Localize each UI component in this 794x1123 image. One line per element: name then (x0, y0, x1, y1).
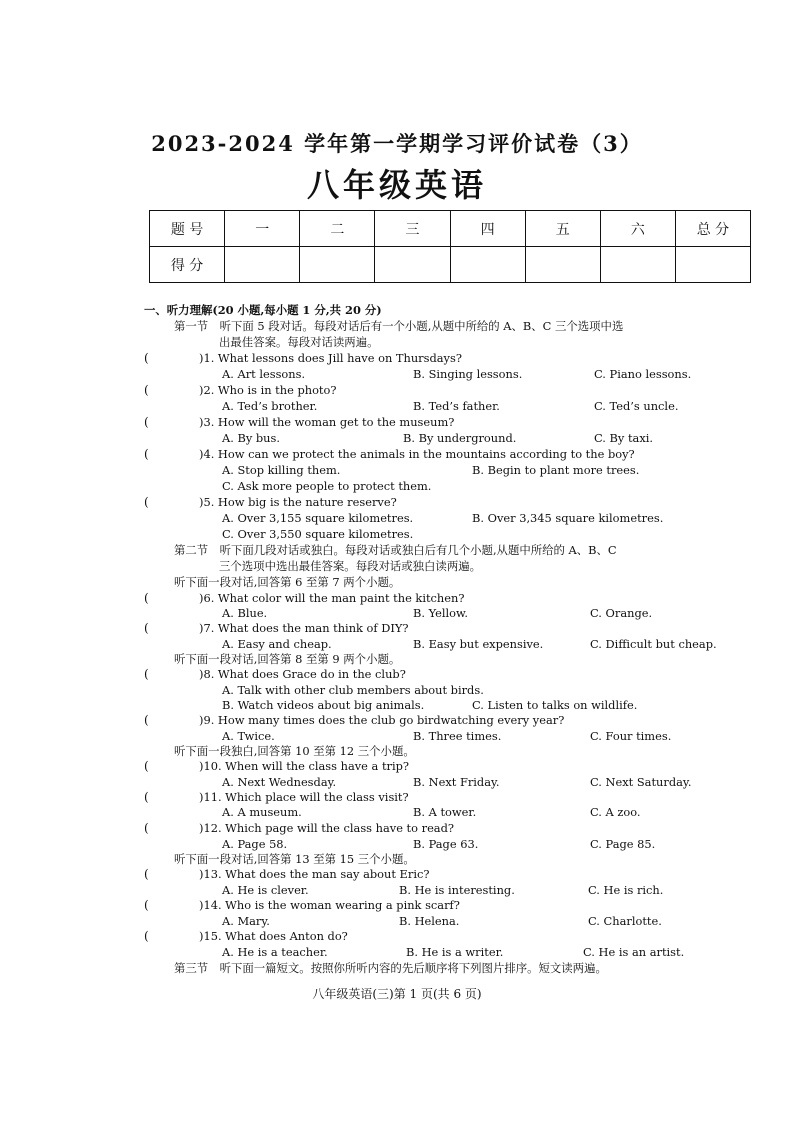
answer-blank[interactable]: ( (144, 713, 149, 727)
question-stem: )1. What lessons does Jill have on Thursdays? (199, 351, 462, 365)
score-cell-3: 三 (375, 211, 450, 247)
option-b: B. Watch videos about big animals. (222, 698, 425, 712)
intro-q13-15: 听下面一段对话,回答第 13 至第 15 三个小题。 (174, 852, 415, 866)
score-input-cell[interactable] (300, 247, 375, 283)
option-b: B. Helena. (399, 914, 460, 928)
intro-q8-9: 听下面一段对话,回答第 8 至第 9 两个小题。 (174, 652, 401, 666)
question-stem: )7. What does the man think of DIY? (199, 621, 409, 635)
option-c: C. He is an artist. (583, 945, 685, 959)
score-input-cell[interactable] (525, 247, 600, 283)
option-a: A. Mary. (222, 914, 270, 928)
option-a: A. Page 58. (222, 837, 288, 851)
option-a: A. Art lessons. (222, 367, 306, 381)
option-c: C. Difficult but cheap. (590, 637, 717, 651)
option-b: B. Easy but expensive. (413, 637, 544, 651)
score-input-cell[interactable] (375, 247, 450, 283)
score-input-cell[interactable] (675, 247, 750, 283)
answer-blank[interactable]: ( (144, 667, 149, 681)
score-input-cell[interactable] (225, 247, 300, 283)
question-stem: )13. What does the man say about Eric? (199, 867, 430, 881)
option-a: A. Over 3,155 square kilometres. (222, 511, 414, 525)
answer-blank[interactable]: ( (144, 383, 149, 397)
intro-q6-7: 听下面一段对话,回答第 6 至第 7 两个小题。 (174, 575, 401, 589)
option-a: A. By bus. (222, 431, 280, 445)
option-a: A. He is a teacher. (222, 945, 328, 959)
option-b: B. Page 63. (413, 837, 479, 851)
option-a: A. Next Wednesday. (222, 775, 337, 789)
part1-instruction-cont: 出最佳答案。每段对话读两遍。 (219, 335, 379, 349)
page-footer: 八年级英语(三)第 1 页(共 6 页) (312, 987, 482, 1001)
option-c: C. Ask more people to protect them. (222, 479, 432, 493)
score-cell-5: 五 (525, 211, 600, 247)
option-c: C. Four times. (590, 729, 672, 743)
intro-q10-12: 听下面一段独白,回答第 10 至第 12 三个小题。 (174, 744, 415, 758)
answer-blank[interactable]: ( (144, 821, 149, 835)
score-table-score-row (150, 247, 751, 283)
option-b: B. Next Friday. (413, 775, 500, 789)
answer-blank[interactable]: ( (144, 351, 149, 365)
option-a: A. Ted’s brother. (222, 399, 318, 413)
option-b: B. Begin to plant more trees. (472, 463, 640, 477)
option-c: C. Ted’s uncle. (594, 399, 679, 413)
score-table (149, 210, 751, 283)
answer-blank[interactable]: ( (144, 929, 149, 943)
score-input-cell[interactable] (450, 247, 525, 283)
answer-blank[interactable]: ( (144, 495, 149, 509)
option-a: A. He is clever. (222, 883, 309, 897)
option-a: A. Talk with other club members about birds. (222, 683, 484, 697)
answer-blank[interactable]: ( (144, 790, 149, 804)
answer-blank[interactable]: ( (144, 867, 149, 881)
option-c: C. Over 3,550 square kilometres. (222, 527, 414, 541)
score-cell-total: 总 分 (675, 211, 750, 247)
question-stem: )14. Who is the woman wearing a pink scarf? (199, 898, 460, 912)
answer-blank[interactable]: ( (144, 898, 149, 912)
score-cell-4: 四 (450, 211, 525, 247)
exam-title: 2023-2024 学年第一学期学习评价试卷（3） (151, 131, 643, 156)
option-b: B. Over 3,345 square kilometres. (472, 511, 664, 525)
question-stem: )4. How can we protect the animals in the mountains according to the boy? (199, 447, 635, 461)
option-b: B. A tower. (413, 805, 477, 819)
score-cell-label: 题 号 (150, 211, 225, 247)
score-cell-2: 二 (300, 211, 375, 247)
score-cell-6: 六 (600, 211, 675, 247)
part2-instruction-cont: 三个选项中选出最佳答案。每段对话或独白读两遍。 (219, 559, 481, 573)
option-a: A. A museum. (222, 805, 302, 819)
score-cell-1: 一 (225, 211, 300, 247)
option-b: B. Yellow. (413, 606, 469, 620)
question-stem: )9. How many times does the club go birdwatching every year? (199, 713, 565, 727)
question-stem: )6. What color will the man paint the kitchen? (199, 591, 465, 605)
part3-instruction: 第三节 听下面一篇短文。按照你所听内容的先后顺序将下列图片排序。短文读两遍。 (174, 961, 607, 975)
option-a: A. Stop killing them. (222, 463, 341, 477)
option-b: B. Ted’s father. (413, 399, 500, 413)
option-c: C. Orange. (590, 606, 653, 620)
option-a: A. Blue. (222, 606, 268, 620)
question-stem: )15. What does Anton do? (199, 929, 348, 943)
option-a: A. Twice. (222, 729, 275, 743)
answer-blank[interactable]: ( (144, 621, 149, 635)
part1-instruction: 第一节 听下面 5 段对话。每段对话后有一个小题,从题中所给的 A、B、C 三个选项中选 (174, 319, 624, 333)
option-c: C. A zoo. (590, 805, 641, 819)
question-stem: )3. How will the woman get to the museum? (199, 415, 455, 429)
score-table-header-row (150, 211, 751, 247)
part2-instruction: 第二节 听下面几段对话或独白。每段对话或独白后有几个小题,从题中所给的 A、B、C (174, 543, 617, 557)
question-stem: )10. When will the class have a trip? (199, 759, 410, 773)
option-c: C. Next Saturday. (590, 775, 692, 789)
question-stem: )5. How big is the nature reserve? (199, 495, 397, 509)
answer-blank[interactable]: ( (144, 759, 149, 773)
option-c: C. Piano lessons. (594, 367, 692, 381)
question-stem: )2. Who is in the photo? (199, 383, 337, 397)
option-b: B. He is interesting. (399, 883, 515, 897)
question-stem: )8. What does Grace do in the club? (199, 667, 406, 681)
section-heading: 一、听力理解(20 小题,每小题 1 分,共 20 分) (144, 303, 382, 317)
option-b: B. By underground. (403, 431, 517, 445)
question-stem: )12. Which page will the class have to read? (199, 821, 454, 835)
option-a: A. Easy and cheap. (222, 637, 332, 651)
question-stem: )11. Which place will the class visit? (199, 790, 409, 804)
answer-blank[interactable]: ( (144, 591, 149, 605)
score-row-label: 得 分 (150, 247, 225, 283)
option-c: C. Charlotte. (588, 914, 662, 928)
option-c: C. Page 85. (590, 837, 656, 851)
option-c: C. Listen to talks on wildlife. (472, 698, 638, 712)
score-input-cell[interactable] (600, 247, 675, 283)
option-b: B. Three times. (413, 729, 502, 743)
option-c: C. He is rich. (588, 883, 664, 897)
option-c: C. By taxi. (594, 431, 654, 445)
option-b: B. Singing lessons. (413, 367, 523, 381)
answer-blank[interactable]: ( (144, 415, 149, 429)
exam-subtitle: 八年级英语 (306, 166, 487, 204)
option-b: B. He is a writer. (406, 945, 504, 959)
answer-blank[interactable]: ( (144, 447, 149, 461)
